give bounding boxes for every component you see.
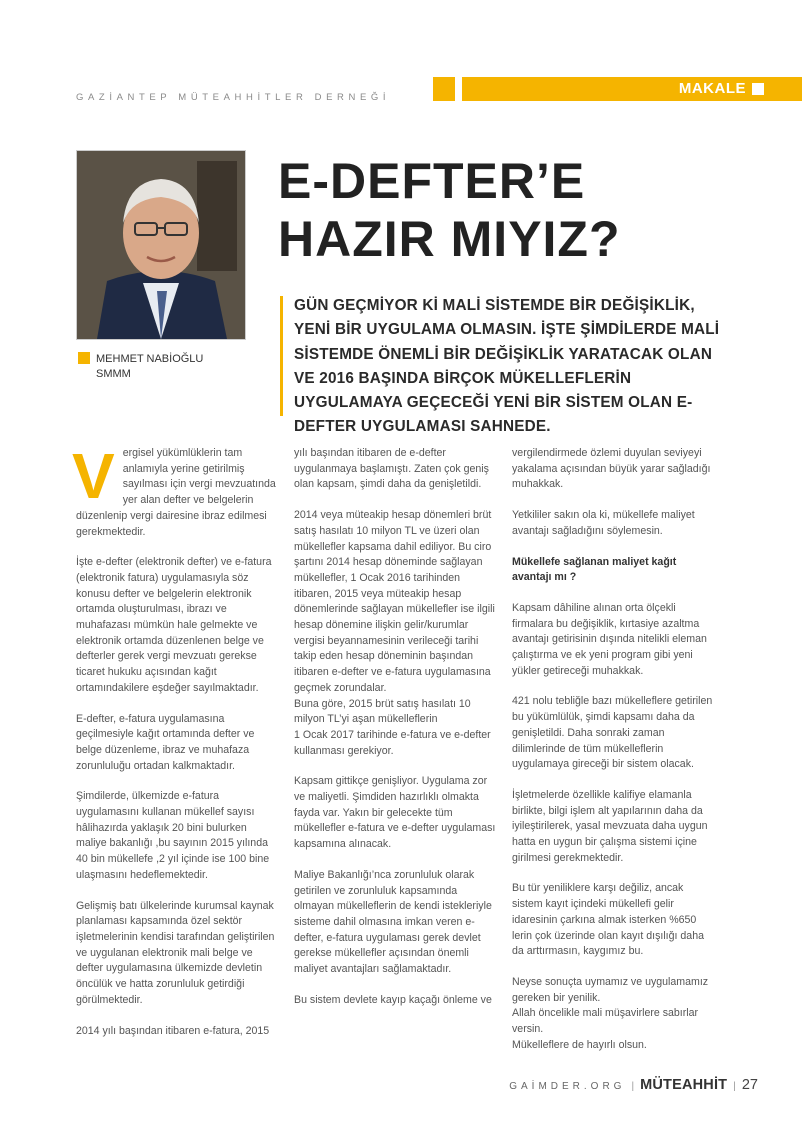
lead-accent-bar — [280, 296, 283, 416]
paragraph: Neyse sonuçta uymamız ve uygulamamız gereken bir yenilik. — [512, 975, 709, 1004]
author-portrait-icon — [77, 151, 245, 339]
paragraph: 2014 veya müteakip hesap dönemleri brüt satış hasılatı 10 milyon TL ve üzeri olan mükellefler kapsama dahil ediliyor. Bu ciro şartını 2014 hesap döneminde sağlayan mükellefler, 1 Ocak 2016 tarihinden itibaren, 2015 veya müteakip hesap dönemlerinde sağlayan mükellefler ise ilgili hesap dönemine ilişkin gelir/kurumlar vergisi beyannamesinin verileceği tarihi takip eden hesap döneminin başından itibaren e-defter ve e-fatura uygulamasına geçmek zorundalar. — [294, 509, 495, 694]
paragraph: Bu sistem devlete kayıp kaçağı önleme ve — [294, 993, 492, 1006]
paragraph: yılı başından itibaren de e-defter uygulanmaya başlamıştı. Zaten çok geniş olan kapsam, şimdi daha da genişletildi. — [294, 447, 489, 491]
page-number: 27 — [741, 1077, 758, 1093]
paragraph — [72, 440, 278, 540]
header-accent-square — [433, 77, 455, 101]
header-organization: GAZİANTEP MÜTEAHHİTLER DERNEĞİ — [76, 92, 391, 103]
footer-brand: MÜTEAHHİT — [640, 1077, 728, 1093]
author-title: SMMM — [96, 368, 131, 380]
paragraph: Mükelleflere de hayırlı olsun. — [512, 1038, 647, 1051]
section-marker-square-icon — [752, 83, 764, 95]
paragraph: E-defter, e-fatura uygulamasına geçilmesiyle kağıt ortamında defter ve belge düzenleme, ibraz ve muhafaza zorunluluğu ortadan kalkmaktadır. — [76, 712, 255, 772]
paragraph: vergilendirmede özlemi duyulan seviyeyi yakalama açısından büyük yarar sağladığı muhakkak. — [512, 447, 711, 491]
footer-divider: | — [631, 1081, 635, 1092]
paragraph: Allah öncelikle mali müşavirlere sabırlar versin. — [512, 1007, 699, 1036]
author-marker-square-icon — [78, 352, 90, 364]
article-title-line1: E-DEFTER’E — [278, 153, 586, 209]
paragraph-text: ergisel yükümlüklerin tam anlamıyla yerine getirilmiş sayılması için vergi mevzuatında yer alan defter ve belgelerin düzenlenip vergi dairesine ibraz edilmesi gerekmektedir. — [76, 447, 276, 538]
paragraph: 421 nolu tebliğle bazı mükelleflere getirilen bu yükümlülük, şimdi kapsamı daha da genişletildi. Daha sonraki zaman dilimlerinde de tüm mükelleflerin uygulamaya gireceği bir sistem olacak. — [512, 695, 713, 771]
article-title — [278, 152, 778, 268]
paragraph: Yetkililer sakın ola ki, mükellefe maliyet avantajı sağladığını söylemesin. — [512, 509, 695, 537]
drop-cap: V — [72, 440, 115, 512]
body-column-2 — [294, 446, 497, 1024]
paragraph: İşte e-defter (elektronik defter) ve e-fatura (elektronik fatura) uygulamasıyla söz konusu defter ve belgelerin elektronik ortamda oluşturulması, ibrazı ve muhafazası mümkün hale gelmekte ve elektronik ortamda düzenlenen belge ve defterler gerek vergi mevzuatı gerekse ticaret hukuku açısından kağıt ortamındakilere eşdeğer sayılmaktadır. — [76, 556, 272, 694]
footer-divider: | — [733, 1081, 736, 1092]
article-title-line2: HAZIR MIYIZ? — [278, 211, 621, 267]
footer-site: GAİMDER.ORG — [509, 1081, 626, 1092]
author-photo — [76, 150, 246, 340]
body-column-3 — [512, 446, 715, 1054]
paragraph: Şimdilerde, ülkemizde e-fatura uygulamasını kullanan mükellef sayısı hâlihazırda yaklaşık 20 bini bulurken maliye bakanlığı ,bu sayının 2015 yılında 40 bin mükellefe ,2 yıl içinde ise 100 bine ulaşmasını hedeflemektedir. — [76, 790, 270, 881]
body-column-1 — [72, 440, 278, 1054]
paragraph: Gelişmiş batı ülkelerinde kurumsal kaynak planlaması kapsamında özel sektör işletmelerinin kendisi tarafından geliştirilen ve uygulanan elektronik mali belge ve defter uygulamasına ülkemizde devletin öncülük ve hatta zorunluluk getirdiği görülmektedir. — [76, 899, 275, 1006]
paragraph: Kapsam gittikçe genişliyor. Uygulama zor ve maliyetli. Şimdiden hazırlıklı olmakta fayda var. Yakın bir gelecekte tüm mükellefler e-fatura ve e-defter uygulaması kapsamına alınacak. — [294, 775, 496, 851]
paragraph: Maliye Bakanlığı’nca zorunluluk olarak getirilen ve zorunluluk kapsamında olmayan mükelleflerin de kendi istekleriyle sisteme dahil olmasına imkan veren e-defter, e-fatura uygulaması gerek devlet gerekse mükellefler açısından önemli maliyet avantajları sağlamaktadır. — [294, 868, 492, 976]
paragraph: Kapsam dâhiline alınan orta ölçekli firmalara bu değişiklik, kırtasiye azaltma avantajı getirisinin dışında nitelikli eleman çalıştırma ve ek yeni program gibi yeni yükler getireceği muhakkak. — [512, 601, 707, 677]
author-block — [96, 352, 203, 382]
page-footer — [509, 1077, 758, 1093]
author-name: MEHMET NABİOĞLU — [96, 353, 204, 365]
article-lead: GÜN GEÇMİYOR Kİ MALİ SİSTEMDE BİR DEĞİŞİKLİK, YENİ BİR UYGULAMA OLMASIN. İŞTE ŞİMDİLERDE MALİ SİSTEMDE ÖNEMLİ BİR DEĞİŞİKLİK YARATACAK OLAN VE 2016 BAŞINDA BİRÇOK MÜKELLEFLERİN UYGULAMAYA GEÇECEĞİ YENİ BİR SİSTEM OLAN E-DEFTER UYGULAMASI SAHNEDE. — [294, 297, 720, 436]
paragraph: 2014 yılı başından itibaren e-fatura, 2015 — [76, 1024, 270, 1037]
paragraph: Buna göre, 2015 brüt satış hasılatı 10 milyon TL’yi aşan mükelleflerin — [294, 697, 471, 726]
paragraph: Bu tür yeniliklere karşı değiliz, ancak sistem kayıt içindeki mükellefi gelir idaresinin çarkına almak isterken %650 lerin çok üzerinde olan kayıt dışılığı daha da arttırmasın, kaygımız bu. — [512, 882, 704, 958]
section-label: MAKALE — [678, 80, 746, 97]
paragraph: İşletmelerde özellikle kalifiye elamanla birlikte, bilgi işlem alt yapılarının daha da iyileştirilerek, yasal mevzuata daha uygun hatta en uygun bir çalışma sistemi içine girilmesi gerekmektedir. — [512, 788, 708, 864]
paragraph: 1 Ocak 2017 tarihinde e-fatura ve e-defter kullanması gerekiyor. — [294, 728, 491, 757]
subheading: Mükellefe sağlanan maliyet kağıt avantajı mı ? — [512, 555, 677, 584]
section-banner — [462, 77, 802, 101]
